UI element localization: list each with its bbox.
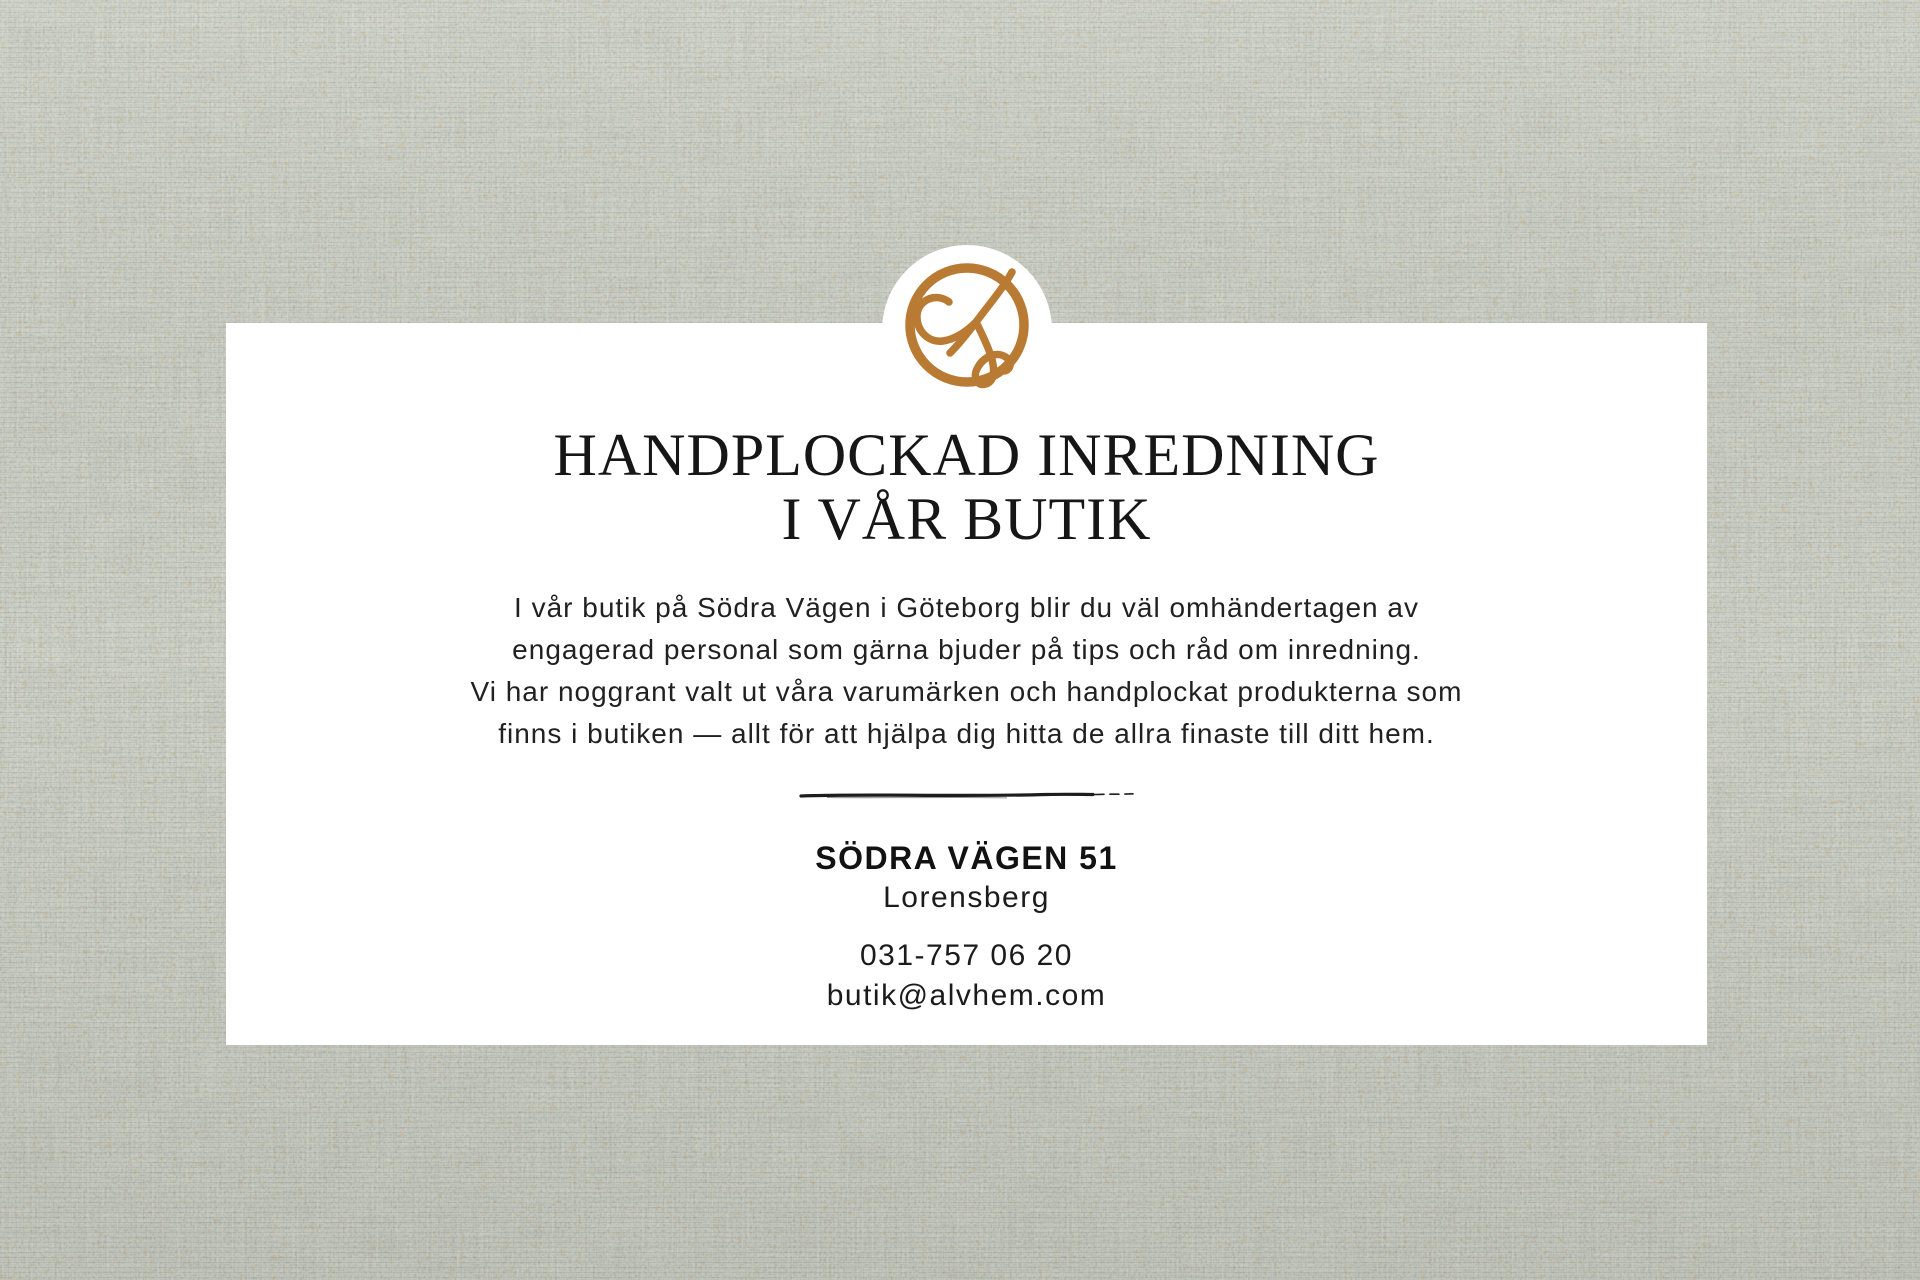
title-line-2: I VÅR BUTIK <box>781 486 1152 552</box>
phone-number: 031-757 06 20 <box>859 939 1073 972</box>
street-address: SÖDRA VÄGEN 51 <box>815 840 1118 876</box>
body-line: engagerad personal som gärna bjuder på tips och råd om inredning. <box>512 634 1421 665</box>
alvhem-monogram-icon <box>882 245 1052 415</box>
logo-badge <box>882 245 1052 415</box>
email-address: butik@alvhem.com <box>826 979 1107 1012</box>
title-line-1: HANDPLOCKAD INREDNING <box>553 422 1380 488</box>
body-line: finns i butiken — allt för att hjälpa dig hitta de allra finaste till ditt hem. <box>498 718 1435 749</box>
page-title <box>226 423 1707 551</box>
body-copy <box>226 587 1707 755</box>
divider-brush-stroke <box>797 789 1137 801</box>
body-line: Vi har noggrant valt ut våra varumärken och handplockat produkterna som <box>470 676 1463 707</box>
body-line: I vår butik på Södra Vägen i Göteborg blir du väl omhändertagen av <box>514 592 1419 623</box>
info-card <box>226 323 1707 1045</box>
district-name: Lorensberg <box>883 881 1050 914</box>
